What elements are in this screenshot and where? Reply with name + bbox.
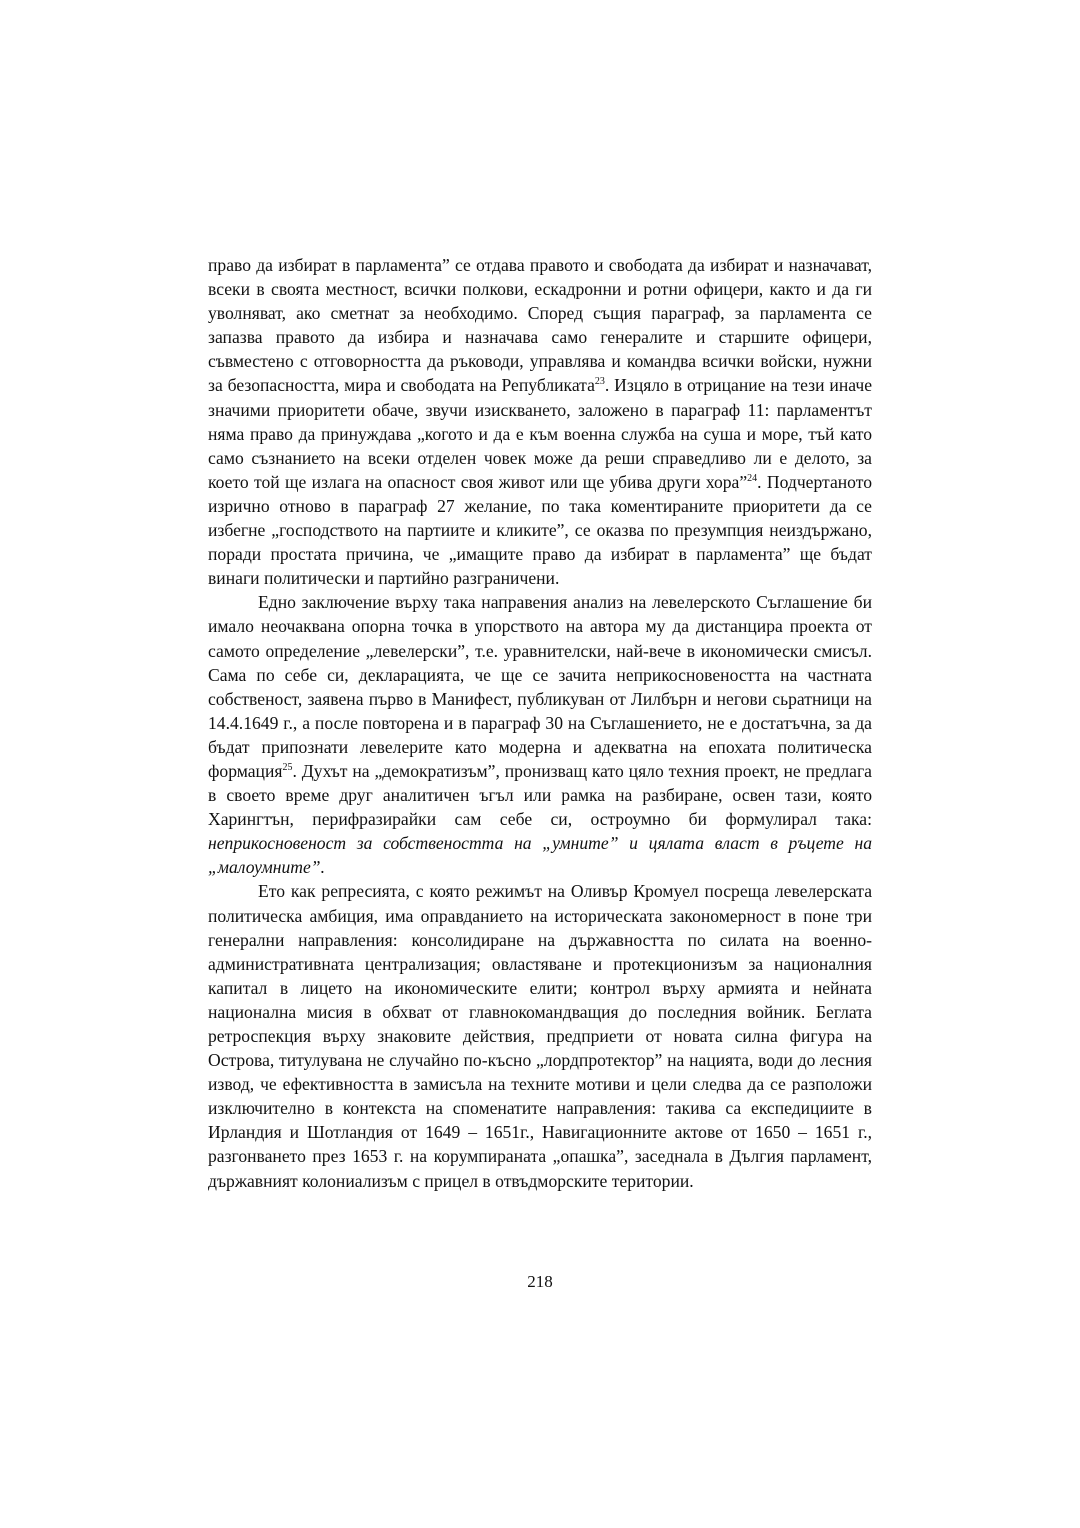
- footnote-ref-23[interactable]: 23: [594, 376, 605, 388]
- footnote-ref-25[interactable]: 25: [282, 762, 293, 774]
- paragraph-3: [208, 879, 872, 1192]
- paragraph-text: . Подчертаното изрично отново в параграф 27 желание, по така коментираните приоритети да се избегне „господството на партиите и кликите”, се оказва по презумпция неиздържано, поради простата причина, че „имащите право да избират в парламента” ще бъдат винаги политически и партийно разграничени.: [208, 471, 872, 589]
- page-number: 218: [527, 1272, 553, 1291]
- paragraph-text: Едно заключение върху така направения анализ на левелерското Съглашение би имало неочаквана опорна точка в упорството на автора му да дистанцира проекта от самото определение „левелерски”, т.е. уравнителски, най-вече в икономически смисъл. Сама по себе си, декларацията, че ще се зачита неприкосновеността на частната собственост, заявена първо в Манифест, публикуван от Лилбърн и негови сьратници на 14.4.1649 г., а после повторена и в параграф 30 на Съглашението, не е достатъчна, за да бъдат припознати левелерите като модерна и адекватна на епохата политическа формация: [208, 592, 872, 781]
- paragraph-text: . Духът на „демократизъм”, пронизващ като цяло техния проект, не предлага в своето време друг аналитичен ъгъл или рамка на разбиране, освен тази, която Харингтън, перифразирайки сам себе си, остроумно би формулирал така:: [208, 760, 872, 830]
- paragraph-2: [208, 590, 872, 879]
- italic-quote: неприкосновеност за собствеността на „умните” и цялата власт в ръцете на „малоумните”.: [208, 833, 872, 878]
- paragraph-text: право да избират в парламента” се отдава правото и свободата да избират и назначават, всеки в своята местност, всички полкови, ескадронни и ротни офицери, както и да ги уволняват, ако сметнат за необходимо. Според същия параграф, за парламента се запазва правото да избира и назначава само генералите и старшите офицери, съвместено с отговорността да ръководи, управлява и командва всички войски, нужни за безопасността, мира и свободата на Републиката: [208, 255, 872, 396]
- paragraph-1: [208, 253, 872, 590]
- page-body: [208, 253, 872, 1193]
- footnote-ref-24[interactable]: 24: [747, 472, 758, 484]
- paragraph-text: Ето как репресията, с която режимът на Оливър Кромуел посреща левелерската политическа амбиция, има оправданието на историческата закономерност в поне три генерални направления: консолидиране на държавността по силата на военно-административната централизация; овластяване и протекционизъм за националния капитал в лицето на икономическите елити; контрол върху армията и нейната национална мисия в обхват от главнокомандващия до последния войник. Беглата ретроспекция върху знаковите действия, предприети от новата силна фигура на Острова, титулувана не случайно по-късно „лордпротектор” на нацията, води до лесния извод, че ефективността в замисъла на техните мотиви и цели следва да се разположи изключително в контекста на споменатите направления: такива са експедициите в Ирландия и Шотландия от 1649 – 1651г., Навигационните актове от 1650 – 1651 г., разгонването през 1653 г. на корумпираната „опашка”, заседнала в Дългия парламент, държавният колониализъм с прицел в отвъдморските територии.: [208, 881, 872, 1191]
- paragraph-text: . Изцяло в отрицание на тези иначе значими приоритети обаче, звучи изискването, заложено в параграф 11: парламентът няма право да принуждава „когото и да е към военна служба на суша и море, тъй като само съзнанието на всеки отделен човек може да реши справедливо ли е делото, за което той ще излага на опасност своя живот или ще убива други хора”: [208, 375, 873, 492]
